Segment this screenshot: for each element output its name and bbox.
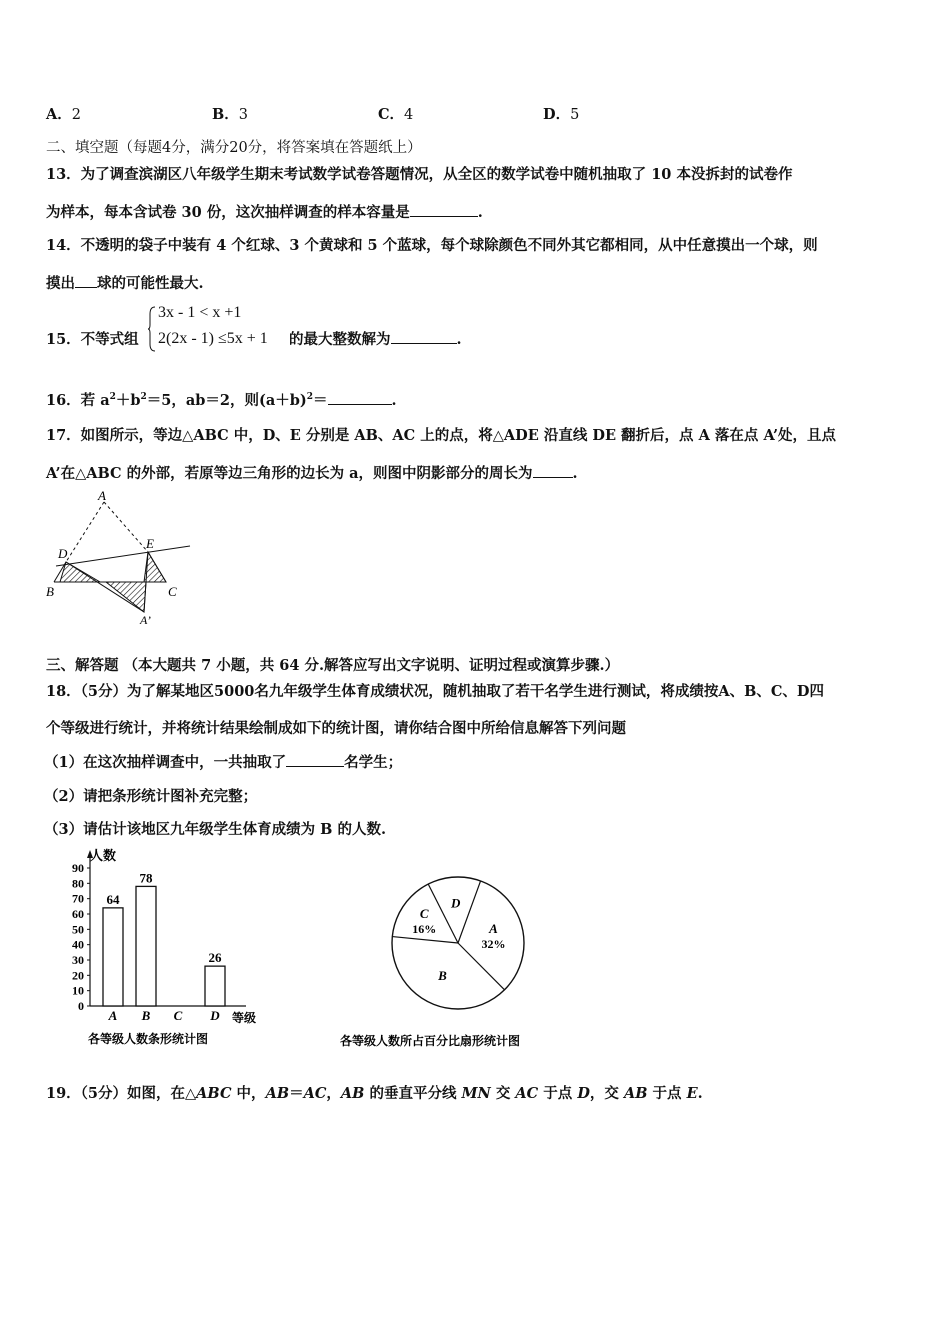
q13-line1: 13．为了调查滨湖区八年级学生期末考试数学试卷答题情况，从全区的数学试卷中随机抽取了 10 本没拆封的试卷作 [46,166,793,183]
q15-label: 15．不等式组 [46,331,139,348]
label-e: E [146,536,154,551]
q17-line1: 17．如图所示，等边△ABC 中，D、E 分别是 AB、AC 上的点，将△ADE 沿直线 DE 翻折后，点 A 落在点 A’处，且点 [46,427,837,444]
q14-line2: 摸出 球的可能性最大. [46,275,204,292]
pie-label-D: D [450,895,461,911]
q18-answer-blank[interactable] [286,752,344,767]
line-de [56,546,190,566]
q18-sub3: （3）请估计该地区九年级学生体育成绩为 B 的人数. [44,821,386,838]
label-c: C [168,584,177,599]
bar-y-tick-label: 0 [78,999,84,1013]
choices-row [46,103,746,125]
bar-category-label: A [108,1008,118,1023]
pie-percent-A: 32% [481,937,506,952]
q15-tail: 的最大整数解为 . [289,331,462,348]
bar-xlabel: 等级 [232,1011,257,1025]
bar-y-tick-label: 60 [72,907,84,921]
bar-category-label: B [141,1008,151,1023]
q18-sub2: （2）请把条形统计图补充完整； [44,788,258,805]
choice-c: C．4 [378,106,414,123]
bar-value-label: 78 [139,870,153,886]
bar-category-label: D [210,1008,220,1023]
q16: 16．若 $a^2+b^2=5$，ab＝2，则$(a+b)^2=$ . [46,392,397,409]
choice-d: D．5 [543,106,580,123]
q18-sub1: （1）在这次抽样调查中，一共抽取了 名学生； [44,754,403,771]
label-a-prime: A’ [140,613,151,627]
q15-answer-blank[interactable] [391,329,457,344]
pie-percent-C: 16% [412,921,437,936]
bar-y-tick-label: 90 [72,861,84,875]
brace-icon [148,306,156,352]
pie-title: 各等级人数所占百分比扇形统计图 [340,1034,521,1048]
q18-line1: 18．（5分）为了解某地区5000名九年级学生体育成绩状况，随机抽取了若干名学生进行测试，将成绩按A、B、C、D四 [46,683,824,700]
pie-label-B: B [438,967,447,983]
bar-B [136,886,156,1006]
q17-line2: A’在△ABC 的外部，若原等边三角形的边长为 a，则图中阴影部分的周长为 . [46,465,578,482]
bar-value-label: 64 [106,891,120,907]
shaded-left [60,562,100,582]
label-a: A [98,488,106,503]
q13-answer-blank[interactable] [410,202,478,217]
q15-block [46,304,526,358]
section3-title: 三、解答题 （本大题共 7 小题，共 64 分.解答应写出文字说明、证明过程或演算步骤.） [46,657,620,674]
bar-title: 各等级人数条形统计图 [88,1032,209,1046]
bar-y-tick-label: 70 [72,891,84,906]
q15-inequality-2: 2(2x - 1) ≤5x + 1 [158,330,268,347]
bar-A [103,908,123,1006]
choice-a: A．2 [46,106,81,123]
bar-y-tick-label: 80 [72,876,84,891]
q14-answer-blank[interactable] [75,273,97,288]
dashed-ad [66,502,104,562]
q18-line2: 个等级进行统计，并将统计结果绘制成如下的统计图，请你结合图中所给信息解答下列问题 [46,720,626,737]
shaded-bottom [106,582,146,612]
bar-y-tick-label: 50 [72,922,84,937]
bar-y-tick-label: 10 [72,983,84,998]
bar-chart [50,842,290,1050]
q15-inequality-1: 3x - 1 < x +1 [158,304,242,321]
label-d: D [58,546,68,561]
bar-category-label: C [173,1008,183,1023]
q17-figure [44,488,204,628]
bar-ylabel: 人数 [90,848,117,863]
bar-y-tick-label: 40 [72,937,84,952]
bar-y-tick-label: 30 [72,953,84,967]
section2-title: 二、填空题（每题4分，满分20分，将答案填在答题纸上） [46,140,422,156]
pie-label-A: A [489,921,498,937]
bar-D [205,966,225,1006]
bar-value-label: 26 [208,950,222,966]
q19: 19．（5分）如图，在△ABC 中，AB＝AC，AB 的垂直平分线 MN 交 AC 于点 D，交 AB 于点 E. [46,1085,703,1102]
choice-b: B．3 [212,106,248,123]
pie-label-C: C [419,905,429,921]
q14-line1: 14．不透明的袋子中装有 4 个红球、3 个黄球和 5 个蓝球，每个球除颜色不同外其它都相同，从中任意摸出一个球，则 [46,237,818,254]
q13-line2: 为样本，每本含试卷 30 份，这次抽样调查的样本容量是 . [46,204,483,221]
dashed-ae [104,502,148,552]
q17-answer-blank[interactable] [533,463,573,478]
q16-answer-blank[interactable] [328,390,392,405]
label-b: B [46,584,54,599]
bar-y-tick-label: 20 [72,968,84,983]
pie-chart [330,856,590,1056]
